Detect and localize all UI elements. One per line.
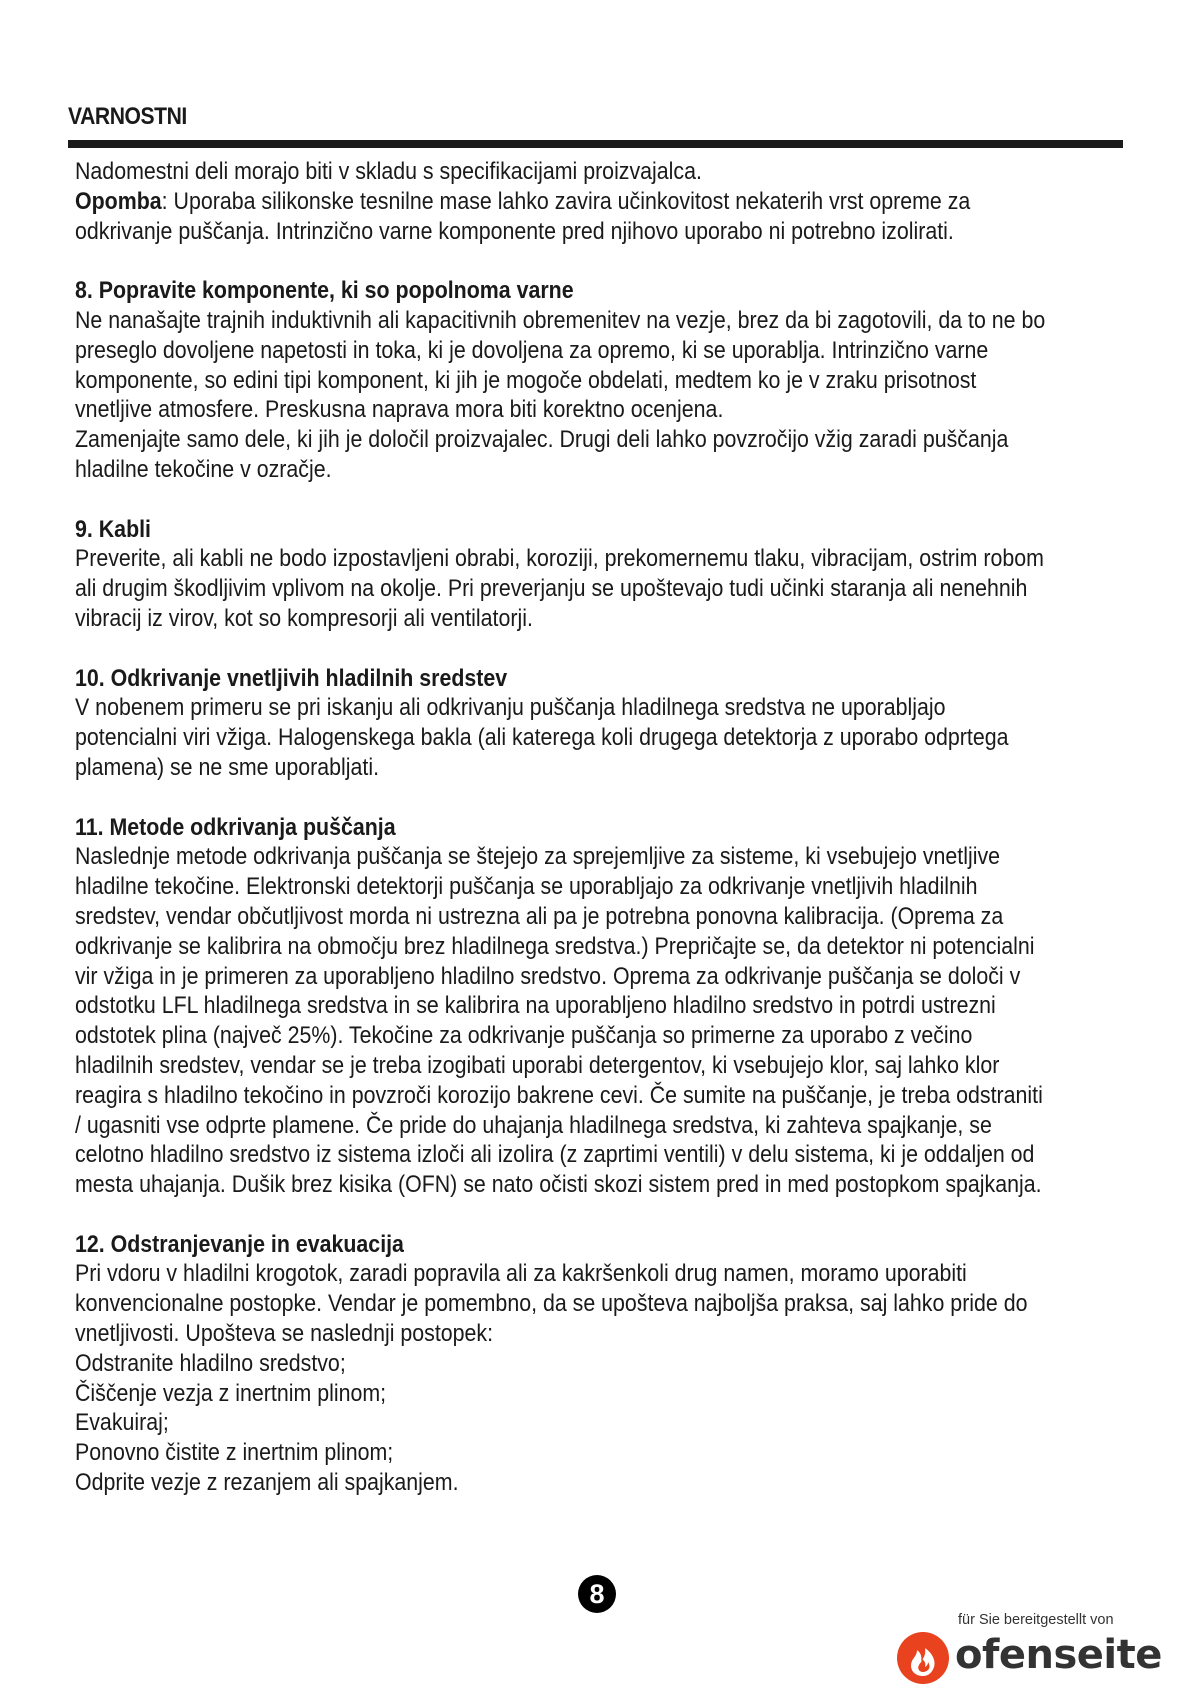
intro-line: Nadomestni deli morajo biti v skladu s specifikacijami proizvajalca. <box>75 158 702 185</box>
document-body <box>75 157 1104 1498</box>
note-text: : Uporaba silikonske tesnilne mase lahko zavira učinkovitost nekaterih vrst opreme za <box>161 187 971 215</box>
section <box>75 664 1104 783</box>
section-text-line: potencialni viri vžiga. Halogenskega bakla (ali katerega koli drugega detektorja z uporabo odprtega <box>75 724 1009 752</box>
section-text-line: Pri vdoru v hladilni krogotok, zaradi popravila ali za kakršenkoli drug namen, moramo uporabiti <box>75 1260 967 1288</box>
section-text-line: konvencionalne postopke. Vendar je pomembno, da se upošteva najboljša praksa, saj lahko pride do <box>75 1290 1028 1318</box>
section-heading: 8. Popravite komponente, ki so popolnoma varne <box>75 277 574 305</box>
section-text-line: sredstev, vendar občutljivost morda ni ustrezna ali pa je potrebna ponovna kalibracija. (Oprema za <box>75 902 1004 930</box>
section-text-line: vibracij iz virov, kot so kompresorji ali ventilatorji. <box>75 604 533 632</box>
section-text-line: mesta uhajanja. Dušik brez kisika (OFN) se nato očisti skozi sistem pred in med postopkom spajkanja. <box>75 1171 1042 1199</box>
note-label: Opomba <box>75 187 162 215</box>
section-text-line: / ugasniti vse odprte plamene. Če pride do uhajanja hladilnega sredstva, ki zahteva spajkanje, se <box>75 1111 992 1139</box>
section-spacer <box>75 1200 1104 1230</box>
section <box>75 813 1104 1200</box>
section-text-line: vir vžiga in je primeren za uporabljeno hladilno sredstvo. Oprema za odkrivanje puščanja se določi v <box>75 962 1021 990</box>
section-text-line: ali drugim škodljivim vplivom na okolje. Pri preverjanju se upoštevajo tudi učinki staranja ali nenehnih <box>75 575 1028 603</box>
section-text-line: vnetljivosti. Upošteva se naslednji postopek: <box>75 1320 494 1348</box>
section-spacer <box>75 246 1104 276</box>
section-heading: 10. Odkrivanje vnetljivih hladilnih sredstev <box>75 664 508 692</box>
section-text-line: Odstranite hladilno sredstvo; <box>75 1349 346 1377</box>
section-heading: 11. Metode odkrivanja puščanja <box>75 813 396 841</box>
section-text-line: vnetljive atmosfere. Preskusna naprava mora biti korektno ocenjena. <box>75 396 724 424</box>
section <box>75 1230 1104 1498</box>
note-line-2: odkrivanje puščanja. Intrinzično varne komponente pred njihovo uporabo ni potrebno izolirati. <box>75 217 954 245</box>
section-text-line: Zamenjajte samo dele, ki jih je določil proizvajalec. Drugi deli lahko povzročijo vžig zaradi puščanja <box>75 426 1009 454</box>
section-text-line: Ne nanašajte trajnih induktivnih ali kapacitivnih obremenitev na vezje, brez da bi zagotovili, da to ne bo <box>75 306 1046 334</box>
section-text-line: odkrivanje se kalibrira na območju brez hladilnega sredstva.) Prepričajte se, da detektor ni potencialni <box>75 932 1035 960</box>
section-spacer <box>75 783 1104 813</box>
section-text-line: Evakuiraj; <box>75 1409 169 1437</box>
section-text-line: Odprite vezje z rezanjem ali spajkanjem. <box>75 1469 459 1497</box>
brand-name: ofenseite <box>955 1632 1162 1678</box>
section-text-line: Naslednje metode odkrivanja puščanja se štejejo za sprejemljive za sisteme, ki vsebujejo vnetljive <box>75 843 1001 871</box>
intro-paragraph <box>75 157 1104 246</box>
section-text-line: reagira s hladilno tekočino in povzroči korozijo bakrene cevi. Če sumite na puščanje, je treba odstraniti <box>75 1081 1043 1109</box>
provided-by-label: für Sie bereitgestellt von <box>958 1612 1114 1628</box>
section-text-line: Čiščenje vezja z inertnim plinom; <box>75 1379 387 1407</box>
header-divider <box>68 140 1123 148</box>
section-text-line: V nobenem primeru se pri iskanju ali odkrivanju puščanja hladilnega sredstva ne uporabljajo <box>75 694 946 722</box>
section-spacer <box>75 485 1104 515</box>
section <box>75 515 1104 634</box>
sections-container <box>75 246 1104 1497</box>
flame-icon <box>895 1630 951 1686</box>
section-heading: 9. Kabli <box>75 515 151 543</box>
section-text-line: komponente, so edini tipi komponent, ki jih je mogoče obdelati, medtem ko je v zraku prisotnost <box>75 366 977 394</box>
section-text-line: hladilnih sredstev, vendar se je treba izogibati uporabi detergentov, ki vsebujejo klor, saj lahko klor <box>75 1051 1000 1079</box>
page-number-badge: 8 <box>578 1575 616 1613</box>
section-spacer <box>75 634 1104 664</box>
page-title: VARNOSTNI <box>68 103 187 130</box>
section-text-line: preseglo dovoljene napetosti in toka, ki je dovoljena za opremo, ki se uporablja. Intrinzično varne <box>75 336 989 364</box>
section-text-line: Preverite, ali kabli ne bodo izpostavljeni obrabi, koroziji, prekomernemu tlaku, vibracijam, ostrim robom <box>75 545 1044 573</box>
section-text-line: hladilne tekočine v ozračje. <box>75 455 332 483</box>
section-text-line: odstotek plina (največ 25%). Tekočine za odkrivanje puščanja so primerne za uporabo z večino <box>75 1022 973 1050</box>
note-line <box>75 187 1104 217</box>
section-text-line: Ponovno čistite z inertnim plinom; <box>75 1439 394 1467</box>
section-text-line: celotno hladilno sredstvo iz sistema izloči ali izolira (z zaprtimi ventili) v delu sistema, ki je oddaljen od <box>75 1141 1035 1169</box>
section-text-line: odstotku LFL hladilnega sredstva in se kalibrira na uporabljeno hladilno sredstvo in potrdi ustrezni <box>75 992 996 1020</box>
section-text-line: hladilne tekočine. Elektronski detektorji puščanja se uporabljajo za odkrivanje vnetljivih hladilnih <box>75 873 978 901</box>
section-text-line: plamena) se ne sme uporabljati. <box>75 753 380 781</box>
section <box>75 276 1104 485</box>
section-heading: 12. Odstranjevanje in evakuacija <box>75 1230 404 1258</box>
